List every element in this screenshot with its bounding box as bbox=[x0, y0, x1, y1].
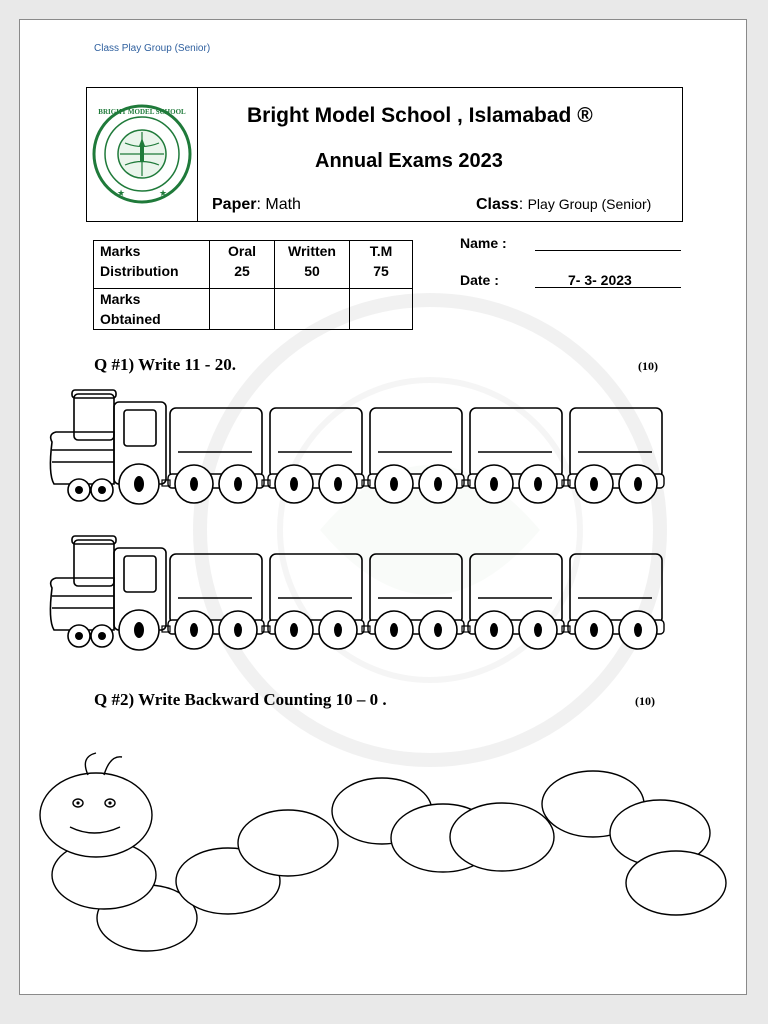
written-value: 50 bbox=[304, 263, 320, 279]
class-label: Class bbox=[476, 196, 519, 213]
question-1: Q #1) Write 11 - 20. bbox=[94, 355, 236, 374]
paper-field: Paper: Math bbox=[212, 196, 301, 213]
paper-value: Math bbox=[265, 196, 301, 213]
exam-title: Annual Exams 2023 bbox=[315, 150, 503, 172]
train-car bbox=[362, 408, 464, 503]
caterpillar-segment bbox=[626, 851, 726, 915]
caterpillar-segment bbox=[238, 810, 338, 876]
train-car bbox=[262, 554, 364, 649]
question-2-marks: (10) bbox=[635, 694, 655, 708]
written-label: Written bbox=[288, 243, 336, 259]
marks-table bbox=[93, 240, 413, 330]
train-car bbox=[562, 408, 664, 503]
class-field: Class: Play Group (Senior) bbox=[476, 196, 652, 213]
train-car bbox=[362, 554, 464, 649]
train-row-1 bbox=[44, 384, 674, 512]
train-cars bbox=[162, 554, 664, 649]
school-name: Bright Model School , Islamabad ® bbox=[247, 104, 593, 127]
train-car bbox=[462, 408, 564, 503]
train-car bbox=[162, 408, 264, 503]
oral-label: Oral bbox=[227, 243, 256, 259]
tm-obtained-cell[interactable] bbox=[350, 289, 413, 330]
svg-text:BRIGHT MODEL SCHOOL: BRIGHT MODEL SCHOOL bbox=[98, 108, 186, 116]
svg-text:★: ★ bbox=[117, 188, 126, 198]
name-line[interactable] bbox=[535, 250, 681, 251]
marks-row2-label-2: Obtained bbox=[100, 311, 161, 327]
name-label: Name : bbox=[460, 235, 507, 251]
paper-label: Paper bbox=[212, 196, 257, 213]
train-cars bbox=[162, 408, 664, 503]
train-car bbox=[462, 554, 564, 649]
class-note: Class Play Group (Senior) bbox=[94, 43, 211, 54]
class-value: Play Group (Senior) bbox=[527, 196, 652, 212]
date-label: Date : bbox=[460, 272, 499, 288]
marks-row1-label-1: Marks bbox=[100, 243, 141, 259]
logo-cell bbox=[87, 88, 198, 221]
marks-row1-label-2: Distribution bbox=[100, 263, 179, 279]
train-row-2 bbox=[44, 530, 674, 665]
tm-value: 75 bbox=[373, 263, 389, 279]
question-2: Q #2) Write Backward Counting 10 – 0 . bbox=[94, 690, 387, 709]
caterpillar-head bbox=[40, 773, 152, 857]
written-obtained-cell[interactable] bbox=[275, 289, 350, 330]
train-car bbox=[262, 408, 364, 503]
train-car bbox=[562, 554, 664, 649]
caterpillar-segment bbox=[450, 803, 554, 871]
date-line bbox=[535, 287, 681, 288]
header-box bbox=[86, 87, 683, 222]
svg-text:★: ★ bbox=[159, 188, 168, 198]
date-value: 7- 3- 2023 bbox=[568, 272, 632, 288]
question-1-marks: (10) bbox=[638, 359, 658, 373]
train-car bbox=[162, 554, 264, 649]
oral-obtained-cell[interactable] bbox=[210, 289, 275, 330]
tm-label: T.M bbox=[369, 243, 393, 259]
marks-row2-label-1: Marks bbox=[100, 291, 141, 307]
oral-value: 25 bbox=[234, 263, 250, 279]
caterpillar-drawing bbox=[30, 745, 740, 960]
school-logo bbox=[87, 88, 197, 221]
